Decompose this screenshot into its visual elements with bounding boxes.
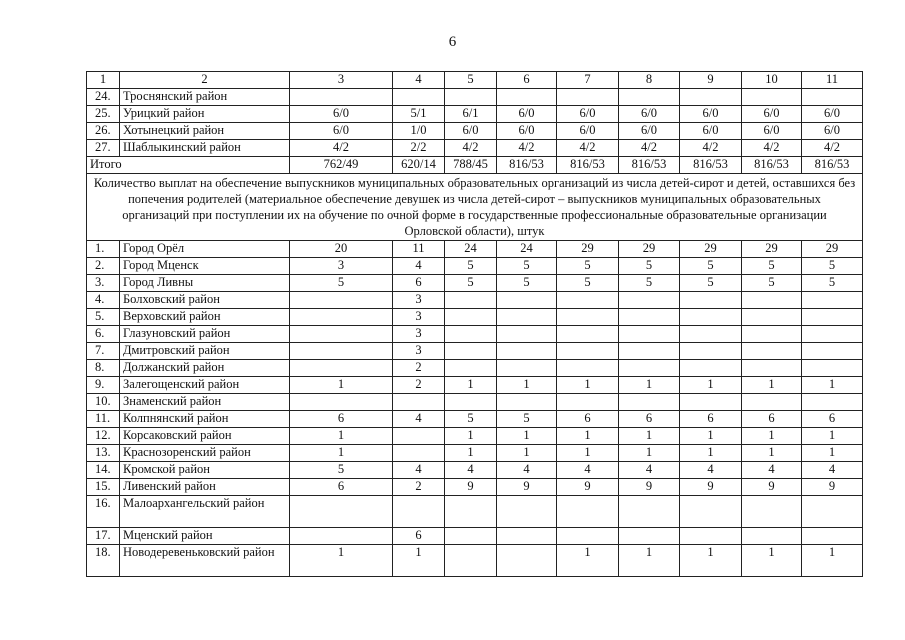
value-cell: 4/2 [619, 140, 680, 157]
value-cell [497, 528, 557, 545]
total-value-cell: 816/53 [557, 157, 619, 174]
value-cell: 6 [557, 411, 619, 428]
value-cell [557, 292, 619, 309]
row-number: 3. [87, 275, 120, 292]
value-cell: 6/0 [619, 123, 680, 140]
header-cell: 7 [557, 72, 619, 89]
header-cell: 11 [802, 72, 863, 89]
row-number: 6. [87, 326, 120, 343]
value-cell: 1 [445, 377, 497, 394]
value-cell: 5 [445, 258, 497, 275]
value-cell: 6/0 [557, 123, 619, 140]
value-cell: 3 [393, 343, 445, 360]
value-cell [393, 89, 445, 106]
value-cell [619, 343, 680, 360]
data-table [86, 71, 863, 577]
value-cell: 29 [619, 241, 680, 258]
value-cell [290, 343, 393, 360]
value-cell [619, 528, 680, 545]
value-cell [393, 445, 445, 462]
row-number: 11. [87, 411, 120, 428]
value-cell: 6/0 [445, 123, 497, 140]
row-name: Корсаковский район [120, 428, 290, 445]
value-cell: 5 [497, 275, 557, 292]
value-cell: 5 [619, 258, 680, 275]
value-cell [557, 89, 619, 106]
row-number: 25. [87, 106, 120, 123]
value-cell [497, 545, 557, 577]
value-cell: 4 [557, 462, 619, 479]
total-value-cell: 788/45 [445, 157, 497, 174]
value-cell: 24 [445, 241, 497, 258]
value-cell: 6/0 [680, 123, 742, 140]
row-number: 18. [87, 545, 120, 577]
row-number: 16. [87, 496, 120, 528]
value-cell: 24 [497, 241, 557, 258]
header-cell: 5 [445, 72, 497, 89]
table-row [87, 394, 863, 411]
value-cell [742, 496, 802, 528]
table-row [87, 309, 863, 326]
value-cell [742, 292, 802, 309]
value-cell: 1 [290, 445, 393, 462]
value-cell [497, 326, 557, 343]
value-cell: 4/2 [497, 140, 557, 157]
table-row [87, 292, 863, 309]
row-number: 26. [87, 123, 120, 140]
value-cell: 1 [557, 428, 619, 445]
header-cell: 8 [619, 72, 680, 89]
header-cell: 2 [120, 72, 290, 89]
value-cell: 5 [557, 258, 619, 275]
value-cell: 6 [802, 411, 863, 428]
value-cell: 4 [802, 462, 863, 479]
value-cell: 1 [742, 377, 802, 394]
section-caption-row [87, 174, 863, 241]
value-cell: 2 [393, 377, 445, 394]
table-row [87, 106, 863, 123]
total-value-cell: 620/14 [393, 157, 445, 174]
value-cell: 29 [802, 241, 863, 258]
table-row [87, 140, 863, 157]
value-cell [445, 326, 497, 343]
value-cell: 1 [742, 428, 802, 445]
value-cell: 9 [619, 479, 680, 496]
header-cell: 6 [497, 72, 557, 89]
value-cell: 1 [445, 428, 497, 445]
table-row [87, 377, 863, 394]
value-cell [802, 360, 863, 377]
value-cell: 1 [802, 545, 863, 577]
value-cell: 2/2 [393, 140, 445, 157]
row-number: 14. [87, 462, 120, 479]
row-number: 12. [87, 428, 120, 445]
value-cell [680, 496, 742, 528]
value-cell: 4 [497, 462, 557, 479]
value-cell [619, 326, 680, 343]
value-cell [557, 394, 619, 411]
value-cell [445, 394, 497, 411]
total-label: Итого [87, 157, 290, 174]
row-name: Новодеревеньковский район [120, 545, 290, 577]
value-cell [680, 528, 742, 545]
value-cell [290, 292, 393, 309]
value-cell [680, 309, 742, 326]
value-cell: 6 [290, 411, 393, 428]
value-cell: 3 [393, 326, 445, 343]
value-cell: 5/1 [393, 106, 445, 123]
row-name: Шаблыкинский район [120, 140, 290, 157]
value-cell [619, 360, 680, 377]
total-value-cell: 816/53 [802, 157, 863, 174]
value-cell: 1 [290, 428, 393, 445]
value-cell [290, 360, 393, 377]
value-cell: 9 [802, 479, 863, 496]
row-name: Город Мценск [120, 258, 290, 275]
value-cell [445, 89, 497, 106]
header-cell: 10 [742, 72, 802, 89]
row-number: 10. [87, 394, 120, 411]
row-number: 2. [87, 258, 120, 275]
row-name: Глазуновский район [120, 326, 290, 343]
row-number: 24. [87, 89, 120, 106]
total-value-cell: 816/53 [619, 157, 680, 174]
value-cell [619, 496, 680, 528]
table-row [87, 411, 863, 428]
table-row [87, 428, 863, 445]
value-cell [802, 292, 863, 309]
value-cell: 4/2 [290, 140, 393, 157]
row-name: Город Орёл [120, 241, 290, 258]
section-caption: Количество выплат на обеспечение выпускников муниципальных образовательных организаций из числа детей-сирот и детей, оставшихся без попечения родителей (материальное обеспечение девушек из числа детей-сирот – выпускников муниципальных образовательных организаций при поступлении их на обучение по очной форме в государственные профессиональные образовательные организации Орловской области), штук [87, 174, 863, 241]
value-cell: 1 [680, 428, 742, 445]
header-row [87, 72, 863, 89]
value-cell: 1 [742, 445, 802, 462]
value-cell: 1 [619, 428, 680, 445]
table-row [87, 479, 863, 496]
value-cell [290, 528, 393, 545]
value-cell [742, 326, 802, 343]
value-cell: 9 [680, 479, 742, 496]
value-cell: 1 [557, 445, 619, 462]
table-row [87, 528, 863, 545]
value-cell: 4 [619, 462, 680, 479]
value-cell [445, 496, 497, 528]
row-name: Хотынецкий район [120, 123, 290, 140]
value-cell [497, 343, 557, 360]
row-name: Верховский район [120, 309, 290, 326]
row-number: 13. [87, 445, 120, 462]
value-cell: 4/2 [557, 140, 619, 157]
value-cell [680, 326, 742, 343]
value-cell: 4 [393, 411, 445, 428]
value-cell [680, 360, 742, 377]
value-cell [742, 360, 802, 377]
value-cell: 6/0 [497, 123, 557, 140]
value-cell [557, 309, 619, 326]
row-name: Дмитровский район [120, 343, 290, 360]
table-row [87, 496, 863, 528]
value-cell [445, 360, 497, 377]
row-name: Кромской район [120, 462, 290, 479]
value-cell [557, 496, 619, 528]
row-number: 5. [87, 309, 120, 326]
table-row [87, 326, 863, 343]
table-row [87, 343, 863, 360]
value-cell [497, 360, 557, 377]
value-cell [680, 292, 742, 309]
row-name: Краснозоренский район [120, 445, 290, 462]
value-cell: 6/0 [290, 123, 393, 140]
value-cell: 9 [557, 479, 619, 496]
row-number: 27. [87, 140, 120, 157]
row-number: 1. [87, 241, 120, 258]
row-name: Город Ливны [120, 275, 290, 292]
value-cell [619, 309, 680, 326]
value-cell [290, 309, 393, 326]
value-cell: 6 [680, 411, 742, 428]
value-cell: 6/0 [802, 123, 863, 140]
value-cell: 6/0 [802, 106, 863, 123]
value-cell: 3 [393, 309, 445, 326]
value-cell [290, 496, 393, 528]
value-cell: 6/0 [680, 106, 742, 123]
row-number: 15. [87, 479, 120, 496]
row-number: 7. [87, 343, 120, 360]
row-name: Болховский район [120, 292, 290, 309]
value-cell: 5 [802, 258, 863, 275]
row-name: Должанский район [120, 360, 290, 377]
value-cell [557, 343, 619, 360]
value-cell: 1 [680, 545, 742, 577]
row-number: 9. [87, 377, 120, 394]
value-cell: 1 [290, 545, 393, 577]
header-cell: 1 [87, 72, 120, 89]
value-cell: 5 [742, 258, 802, 275]
value-cell: 5 [802, 275, 863, 292]
value-cell: 4 [742, 462, 802, 479]
value-cell [802, 309, 863, 326]
value-cell: 5 [290, 275, 393, 292]
table-row [87, 241, 863, 258]
total-value-cell: 816/53 [742, 157, 802, 174]
value-cell: 5 [445, 411, 497, 428]
total-value-cell: 816/53 [497, 157, 557, 174]
value-cell: 5 [497, 258, 557, 275]
value-cell: 1 [742, 545, 802, 577]
value-cell: 4/2 [802, 140, 863, 157]
value-cell [742, 528, 802, 545]
value-cell [557, 360, 619, 377]
row-name: Урицкий район [120, 106, 290, 123]
value-cell [742, 343, 802, 360]
value-cell [802, 394, 863, 411]
value-cell [802, 89, 863, 106]
value-cell: 1 [680, 445, 742, 462]
value-cell [619, 292, 680, 309]
table-row [87, 123, 863, 140]
value-cell: 1 [393, 545, 445, 577]
value-cell: 5 [290, 462, 393, 479]
value-cell: 5 [619, 275, 680, 292]
value-cell: 6/0 [619, 106, 680, 123]
value-cell: 5 [557, 275, 619, 292]
total-value-cell: 816/53 [680, 157, 742, 174]
value-cell: 5 [680, 275, 742, 292]
value-cell: 29 [680, 241, 742, 258]
value-cell: 1 [802, 377, 863, 394]
value-cell: 1/0 [393, 123, 445, 140]
value-cell: 6/1 [445, 106, 497, 123]
row-name: Ливенский район [120, 479, 290, 496]
total-row [87, 157, 863, 174]
value-cell [557, 528, 619, 545]
value-cell [802, 496, 863, 528]
value-cell: 4 [393, 258, 445, 275]
row-number: 17. [87, 528, 120, 545]
value-cell: 4 [445, 462, 497, 479]
value-cell [445, 343, 497, 360]
value-cell: 2 [393, 479, 445, 496]
value-cell: 4/2 [445, 140, 497, 157]
value-cell [445, 528, 497, 545]
row-name: Малоархангельский район [120, 496, 290, 528]
value-cell: 1 [290, 377, 393, 394]
value-cell: 1 [497, 445, 557, 462]
value-cell: 6 [619, 411, 680, 428]
value-cell: 6 [393, 528, 445, 545]
value-cell [290, 326, 393, 343]
value-cell: 4 [680, 462, 742, 479]
value-cell [445, 545, 497, 577]
value-cell [619, 89, 680, 106]
value-cell [802, 343, 863, 360]
value-cell: 9 [497, 479, 557, 496]
value-cell: 1 [497, 428, 557, 445]
row-name: Колпнянский район [120, 411, 290, 428]
value-cell [393, 428, 445, 445]
value-cell: 1 [802, 445, 863, 462]
value-cell: 6/0 [497, 106, 557, 123]
value-cell: 1 [557, 545, 619, 577]
value-cell: 11 [393, 241, 445, 258]
value-cell [497, 89, 557, 106]
value-cell: 6/0 [742, 123, 802, 140]
value-cell [802, 528, 863, 545]
table-row [87, 360, 863, 377]
value-cell [742, 394, 802, 411]
value-cell: 6 [742, 411, 802, 428]
value-cell: 6/0 [290, 106, 393, 123]
table-body [87, 72, 863, 577]
value-cell: 1 [619, 377, 680, 394]
value-cell [497, 309, 557, 326]
value-cell: 5 [680, 258, 742, 275]
value-cell [742, 309, 802, 326]
value-cell [680, 89, 742, 106]
value-cell: 1 [619, 545, 680, 577]
value-cell [445, 309, 497, 326]
value-cell [680, 394, 742, 411]
value-cell [290, 89, 393, 106]
value-cell [742, 89, 802, 106]
value-cell: 4 [393, 462, 445, 479]
value-cell: 6/0 [742, 106, 802, 123]
table-row [87, 462, 863, 479]
header-cell: 4 [393, 72, 445, 89]
value-cell: 1 [557, 377, 619, 394]
value-cell: 5 [497, 411, 557, 428]
value-cell: 4/2 [742, 140, 802, 157]
row-name: Мценский район [120, 528, 290, 545]
value-cell [680, 343, 742, 360]
value-cell: 4/2 [680, 140, 742, 157]
row-number: 8. [87, 360, 120, 377]
value-cell [393, 394, 445, 411]
header-cell: 3 [290, 72, 393, 89]
value-cell: 6 [393, 275, 445, 292]
table-row [87, 89, 863, 106]
value-cell: 9 [742, 479, 802, 496]
table-row [87, 545, 863, 577]
value-cell [557, 326, 619, 343]
value-cell: 20 [290, 241, 393, 258]
value-cell [290, 394, 393, 411]
page-number: 6 [448, 34, 457, 50]
row-number: 4. [87, 292, 120, 309]
row-name: Знаменский район [120, 394, 290, 411]
value-cell: 2 [393, 360, 445, 377]
value-cell: 3 [393, 292, 445, 309]
value-cell: 6/0 [557, 106, 619, 123]
table-row [87, 275, 863, 292]
value-cell: 3 [290, 258, 393, 275]
value-cell: 1 [802, 428, 863, 445]
row-name: Залегощенский район [120, 377, 290, 394]
value-cell [619, 394, 680, 411]
value-cell [497, 292, 557, 309]
value-cell: 29 [557, 241, 619, 258]
value-cell [393, 496, 445, 528]
value-cell: 5 [742, 275, 802, 292]
value-cell: 5 [445, 275, 497, 292]
table-row [87, 258, 863, 275]
value-cell [497, 394, 557, 411]
table-row [87, 445, 863, 462]
value-cell: 1 [497, 377, 557, 394]
total-value-cell: 762/49 [290, 157, 393, 174]
value-cell: 6 [290, 479, 393, 496]
value-cell: 1 [680, 377, 742, 394]
value-cell: 1 [619, 445, 680, 462]
value-cell [445, 292, 497, 309]
value-cell: 29 [742, 241, 802, 258]
value-cell [802, 326, 863, 343]
value-cell: 9 [445, 479, 497, 496]
row-name: Троснянский район [120, 89, 290, 106]
header-cell: 9 [680, 72, 742, 89]
value-cell: 1 [445, 445, 497, 462]
value-cell [497, 496, 557, 528]
